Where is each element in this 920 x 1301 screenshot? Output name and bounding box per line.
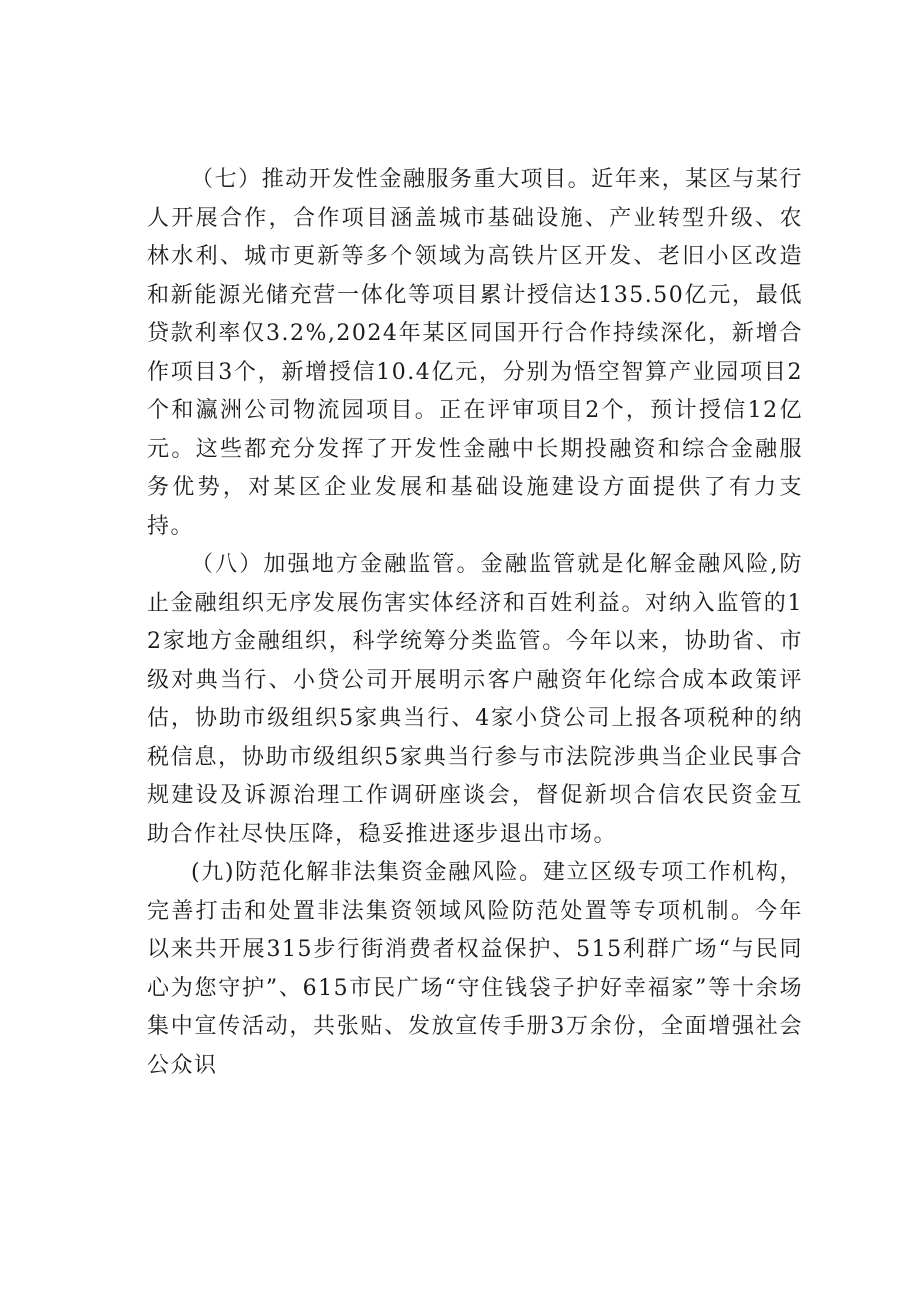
paragraph-9: (九)防范化解非法集资金融风险。建立区级专项工作机构，完善打击和处置非法集资领域风险防范处置等专项机制。今年以来共开展315步行街消费者权益保护、515利群广场“与民同心为您守护”、615市民广场“守住钱袋子护好幸福家”等十余场集中宣传活动，共张贴、发放宣传手册3万余份，全面增强社会公众识 [147, 860, 803, 1078]
document-body [147, 161, 803, 1085]
paragraph-7: （七）推动开发性金融服务重大项目。近年来，某区与某行人开展合作，合作项目涵盖城市基础设施、产业转型升级、农林水利、城市更新等多个领域为高铁片区开发、老旧小区改造和新能源光储充营一体化等项目累计授信达135.50亿元，最低贷款利率仅3.2%,2024年某区同国开行合作持续深化，新增合作项目3个，新增授信10.4亿元，分别为悟空智算产业园项目2个和瀛洲公司物流园项目。正在评审项目2个，预计授信12亿元。这些都充分发挥了开发性金融中长期投融资和综合金融服务优势，对某区企业发展和基础设施建设方面提供了有力支持。 [147, 167, 803, 539]
paragraph-8: （八）加强地方金融监管。金融监管就是化解金融风险,防止金融组织无序发展伤害实体经济和百姓利益。对纳入监管的12家地方金融组织，科学统筹分类监管。今年以来，协助省、市级对典当行、小贷公司开展明示客户融资年化综合成本政策评估，协助市级组织5家典当行、4家小贷公司上报各项税种的纳税信息，协助市级组织5家典当行参与市法院涉典当企业民事合规建设及诉源治理工作调研座谈会，督促新坝合信农民资金互助合作社尽快压降，稳妥推进逐步退出市场。 [147, 552, 803, 847]
